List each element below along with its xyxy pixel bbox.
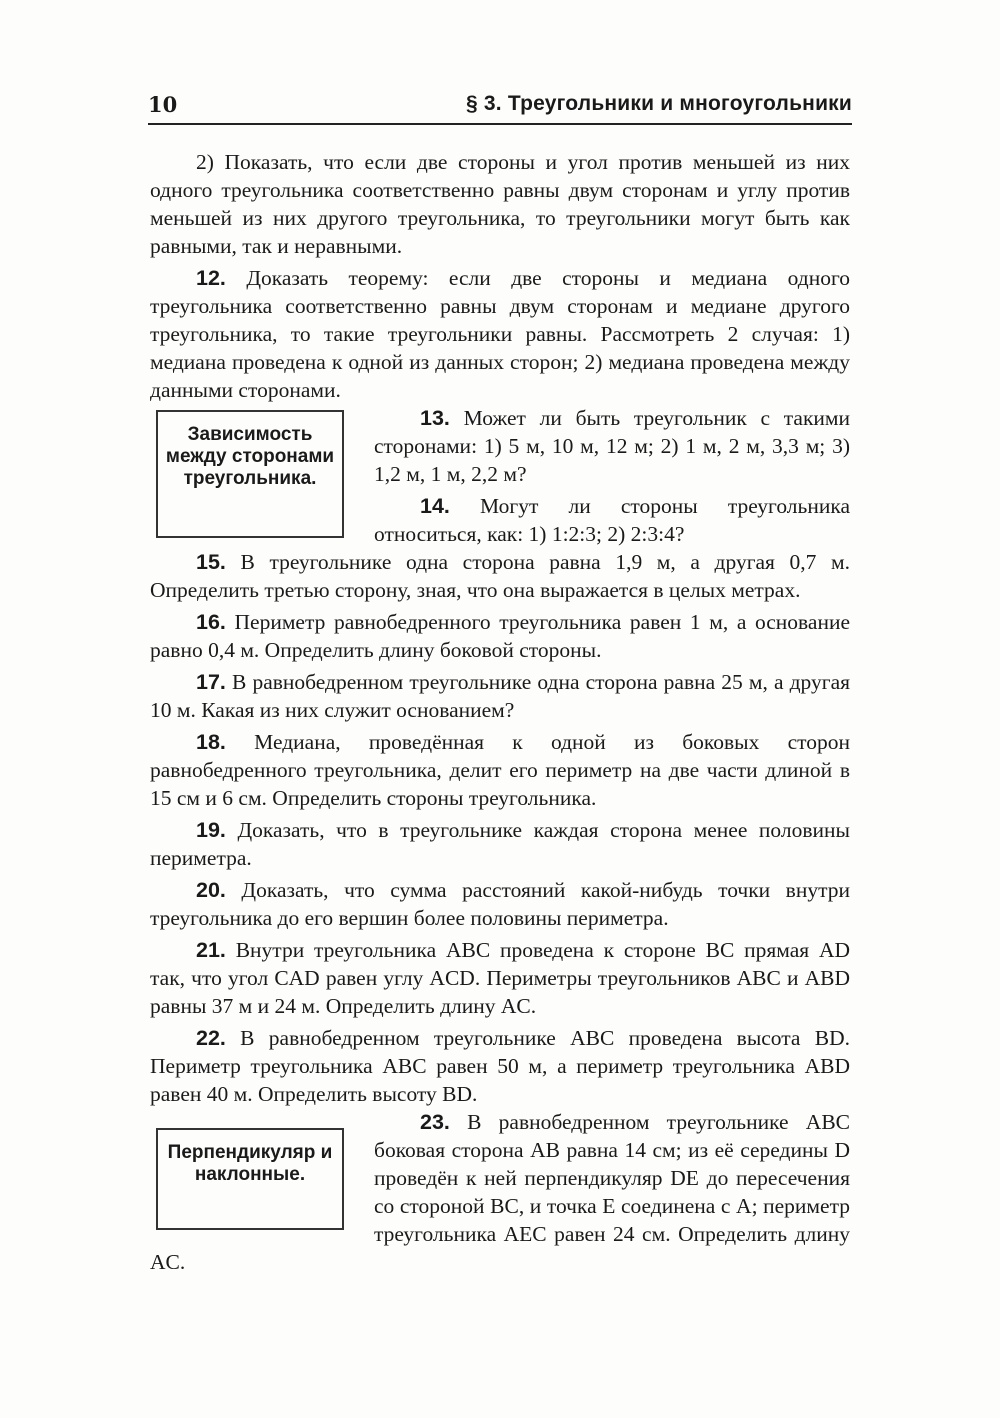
problem-number: 21. — [196, 938, 226, 962]
problem-text: Медиана, проведённая к одной из боковых сторон равнобедренного треугольника, делит его периметр на две части длиной в 15 см и 6 см. Определить стороны треугольника. — [150, 730, 851, 810]
margin-note-sides-dependency — [156, 410, 344, 538]
problem-text: Могут ли стороны треугольника относиться, как: 1) 1:2:3; 2) 2:3:4? — [374, 494, 850, 546]
problem-16 — [150, 608, 850, 664]
problem-text: В равнобедренном треугольнике ABC боковая сторона AB равна 14 см; из её середины D проведён к ней перпендикуляр DE до пересечения со стороной BC, и точка E соединена с A; периметр треугольника AEC равен 24 см. Определить длину AC. — [150, 1110, 850, 1274]
problem-19 — [150, 816, 850, 872]
problem-number: 23. — [420, 1110, 450, 1134]
problem-17 — [150, 668, 850, 724]
problem-text: Доказать, что сумма расстояний какой-нибудь точки внутри треугольника до его вершин более половины периметра. — [150, 878, 851, 930]
problem-12 — [150, 264, 850, 404]
problem-text: Периметр равнобедренного треугольника равен 1 м, а основание равно 0,4 м. Определить длину боковой стороны. — [150, 610, 851, 662]
page-number: 10 — [148, 92, 178, 117]
problem-number: 18. — [196, 730, 226, 754]
problem-text: Доказать теорему: если две стороны и медиана одного треугольника соответственно равны двум сторонам и медиане другого треугольника, то такие треугольники равны. Рассмотреть 2 случая: 1) медиана проведена к одной из данных сторон; 2) медиана проведена между данными сторонами. — [150, 266, 850, 402]
problem-text: Может ли быть треугольник с такими сторонами: 1) 5 м, 10 м, 12 м; 2) 1 м, 2 м, 3,3 м; 3) 1,2 м, 1 м, 2,2 м? — [374, 406, 850, 486]
section-title: § 3. Треугольники и многоугольники — [466, 92, 852, 115]
problem-number: 15. — [196, 550, 226, 574]
problem-text: В треугольнике одна сторона равна 1,9 м, а другая 0,7 м. Определить третью сторону, зная, что она выражается в целых метрах. — [150, 550, 851, 602]
problem-21 — [150, 936, 850, 1020]
problem-number: 13. — [420, 406, 450, 430]
section-with-margin-box-2 — [150, 1108, 850, 1276]
problem-18 — [150, 728, 850, 812]
problem-20 — [150, 876, 850, 932]
problem-number: 17. — [196, 670, 226, 694]
page-header — [148, 88, 852, 122]
problem-number: 20. — [196, 878, 226, 902]
problem-text: Доказать, что в треугольнике каждая сторона менее половины периметра. — [150, 818, 850, 870]
problem-text: 2) Показать, что если две стороны и угол против меньшей из них одного треугольника соответственно равны двум сторонам и углу против меньшей из них другого треугольника, то треугольники могут быть как равными, так и неравными. — [150, 150, 850, 258]
page-body — [150, 148, 850, 1276]
margin-note-perpendicular — [156, 1128, 344, 1230]
problem-text: Внутри треугольника ABC проведена к стороне BC прямая AD так, что угол CAD равен углу ACD. Периметры треугольников ABC и ABD равны 37 м и 24 м. Определить длину AC. — [150, 938, 850, 1018]
problem-number: 16. — [196, 610, 226, 634]
problem-number: 12. — [196, 266, 226, 290]
problem-11-part-2 — [150, 148, 850, 260]
problem-number: 22. — [196, 1026, 226, 1050]
problem-text: В равнобедренном треугольнике одна сторона равна 25 м, а другая 10 м. Какая из них служит основанием? — [150, 670, 850, 722]
margin-note-text: Зависимость между сторонами треугольника. — [165, 424, 335, 489]
problem-15 — [150, 548, 850, 604]
problem-number: 19. — [196, 818, 226, 842]
header-rule — [148, 123, 852, 125]
problem-text: В равнобедренном треугольнике ABC проведена высота BD. Периметр треугольника ABC равен 50 м, а периметр треугольника ABD равен 40 м. Определить высоту BD. — [150, 1026, 850, 1106]
problem-22 — [150, 1024, 850, 1108]
problem-number: 14. — [420, 494, 450, 518]
section-with-margin-box-1 — [150, 404, 850, 548]
margin-note-text: Перпендикуляр и наклонные. — [167, 1142, 333, 1185]
